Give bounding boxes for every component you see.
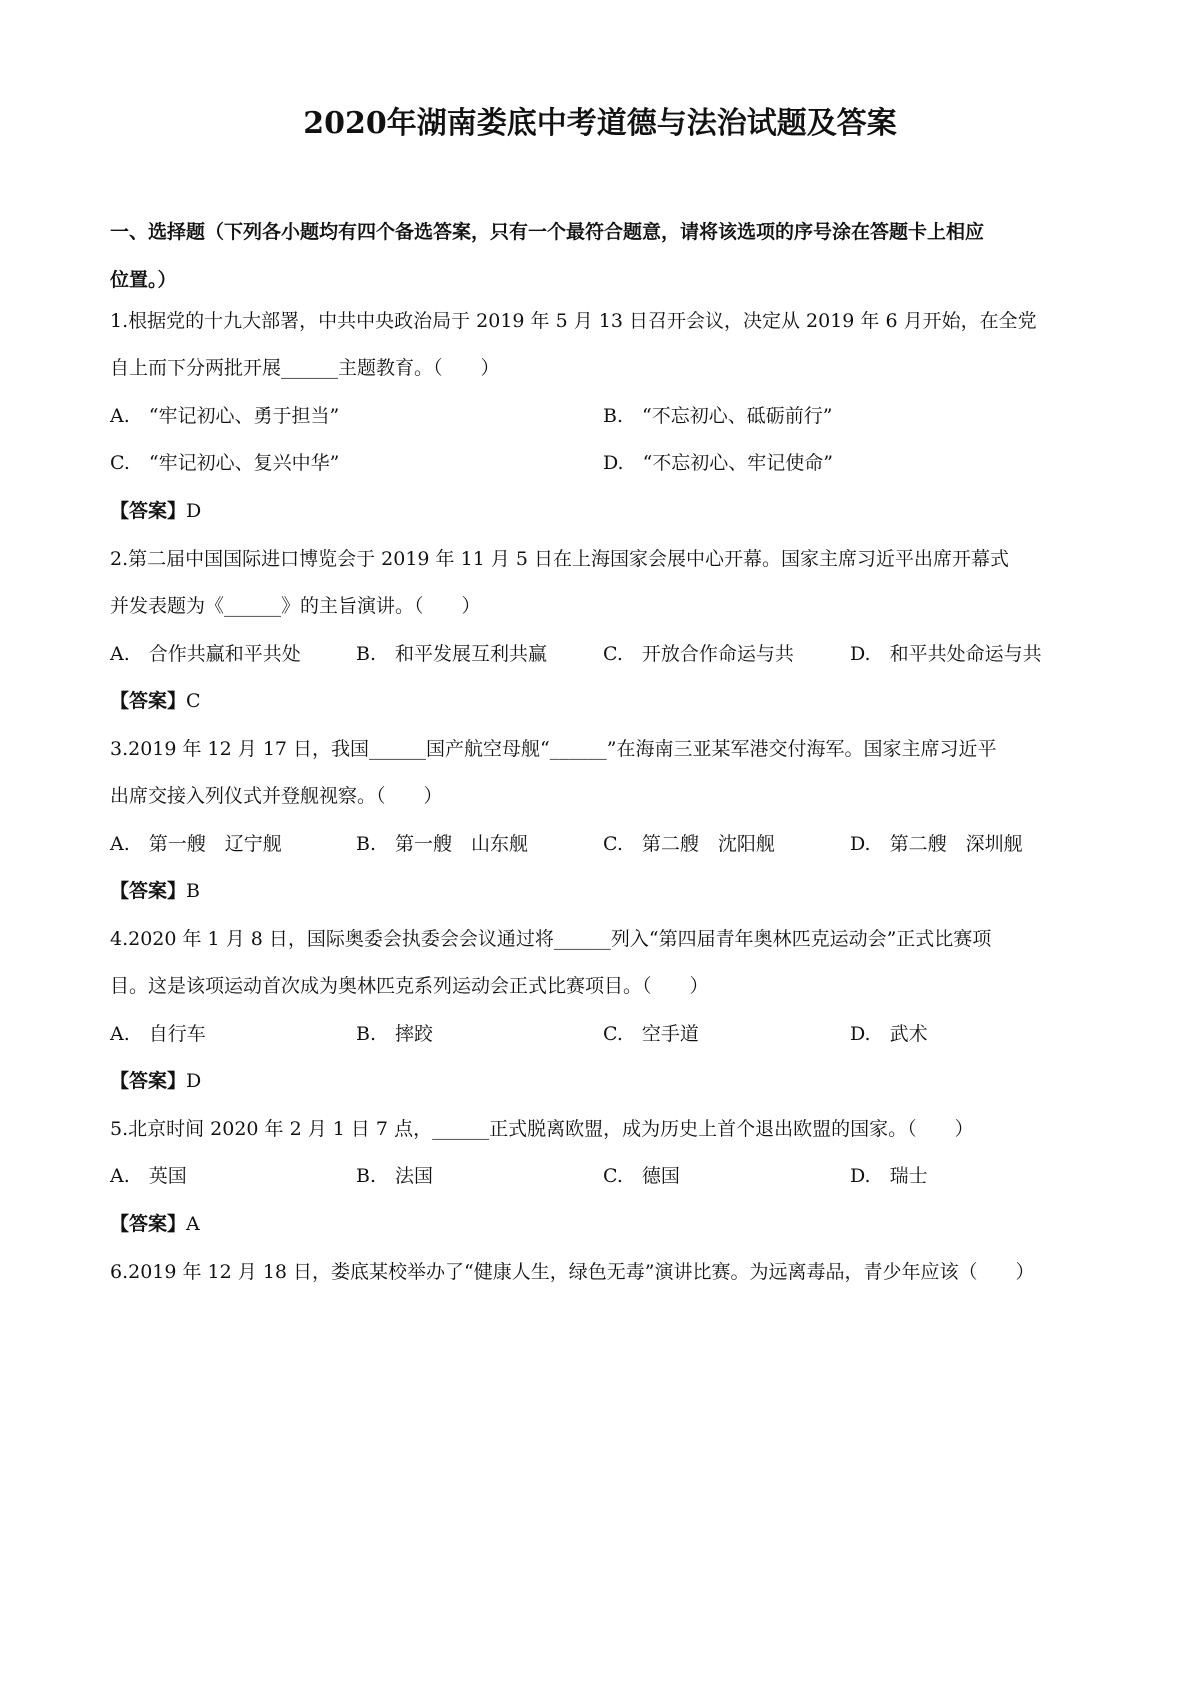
question-1-line-1: 1.根据党的十九大部署，中共中央政治局于 2019 年 5 月 13 日召开会议，决定从 2019 年 6 月开始，在全党 — [110, 310, 1037, 332]
question-2-option-c: C. 开放合作命运与共 — [603, 643, 794, 665]
question-2-line-2: 并发表题为《______》的主旨演讲。（ ） — [110, 595, 481, 617]
question-3-option-a: A. 第一艘 辽宁舰 — [110, 833, 282, 855]
question-4-option-a: A. 自行车 — [110, 1023, 206, 1045]
question-5-option-d: D. 瑞士 — [850, 1165, 928, 1187]
question-4-line-2: 目。这是该项运动首次成为奥林匹克系列运动会正式比赛项目。（ ） — [110, 975, 709, 997]
question-4-line-1: 4.2020 年 1 月 8 日，国际奥委会执委会会议通过将______列入“第四届青年奥林匹克运动会”正式比赛项 — [110, 928, 992, 950]
question-4-option-d: D. 武术 — [850, 1023, 928, 1045]
answer-value: B — [186, 880, 200, 902]
question-3-option-d: D. 第二艘 深圳舰 — [850, 833, 1023, 855]
question-6-line-1: 6.2019 年 12 月 18 日，娄底某校举办了“健康人生，绿色无毒”演讲比赛。为远离毒品，青少年应该（ ） — [110, 1261, 1035, 1283]
question-5-line-1: 5.北京时间 2020 年 2 月 1 日 7 点，______正式脱离欧盟，成为历史上首个退出欧盟的国家。（ ） — [110, 1118, 974, 1140]
section-heading-line-2: 位置。） — [110, 269, 177, 291]
question-5-option-a: A. 英国 — [110, 1165, 187, 1187]
question-5-option-c: C. 德国 — [603, 1165, 680, 1187]
question-4-answer — [110, 1066, 201, 1096]
question-5-answer — [110, 1209, 200, 1239]
answer-label: 【答案】 — [110, 690, 187, 712]
question-2-line-1: 2.第二届中国国际进口博览会于 2019 年 11 月 5 日在上海国家会展中心开幕。国家主席习近平出席开幕式 — [110, 548, 1009, 570]
answer-value: A — [186, 1213, 200, 1235]
section-heading-line-1: 一、选择题（下列各小题均有四个备选答案，只有一个最符合题意，请将该选项的序号涂在答题卡上相应 — [110, 221, 985, 243]
question-4-option-c: C. 空手道 — [603, 1023, 699, 1045]
answer-value: C — [186, 690, 201, 712]
answer-label: 【答案】 — [110, 1213, 187, 1235]
question-3-line-1: 3.2019 年 12 月 17 日，我国______国产航空母舰“______”在海南三亚某军港交付海军。国家主席习近平 — [110, 738, 997, 760]
answer-value: D — [186, 1070, 202, 1092]
question-3-option-c: C. 第二艘 沈阳舰 — [603, 833, 775, 855]
question-2-answer — [110, 686, 201, 716]
answer-label: 【答案】 — [110, 1070, 187, 1092]
question-1-option-b: B. “不忘初心、砥砺前行” — [603, 405, 833, 427]
answer-value: D — [186, 500, 202, 522]
question-3-answer — [110, 876, 200, 906]
question-1-option-a: A. “牢记初心、勇于担当” — [110, 405, 340, 427]
question-3-line-2: 出席交接入列仪式并登舰视察。（ ） — [110, 785, 443, 807]
answer-label: 【答案】 — [110, 500, 187, 522]
question-2-option-d: D. 和平共处命运与共 — [850, 643, 1042, 665]
question-1-line-2: 自上而下分两批开展______主题教育。（ ） — [110, 357, 500, 379]
question-1-answer — [110, 496, 201, 526]
section-heading — [110, 208, 1100, 304]
question-2-option-a: A. 合作共赢和平共处 — [110, 643, 301, 665]
page-title: 2020年湖南娄底中考道德与法治试题及答案 — [303, 106, 897, 141]
question-1-option-c: C. “牢记初心、复兴中华” — [110, 452, 340, 474]
question-4-option-b: B. 摔跤 — [356, 1023, 434, 1045]
answer-label: 【答案】 — [110, 880, 187, 902]
question-5-option-b: B. 法国 — [356, 1165, 434, 1187]
question-1-option-d: D. “不忘初心、牢记使命” — [603, 452, 834, 474]
question-3-option-b: B. 第一艘 山东舰 — [356, 833, 529, 855]
question-2-option-b: B. 和平发展互利共赢 — [356, 643, 548, 665]
